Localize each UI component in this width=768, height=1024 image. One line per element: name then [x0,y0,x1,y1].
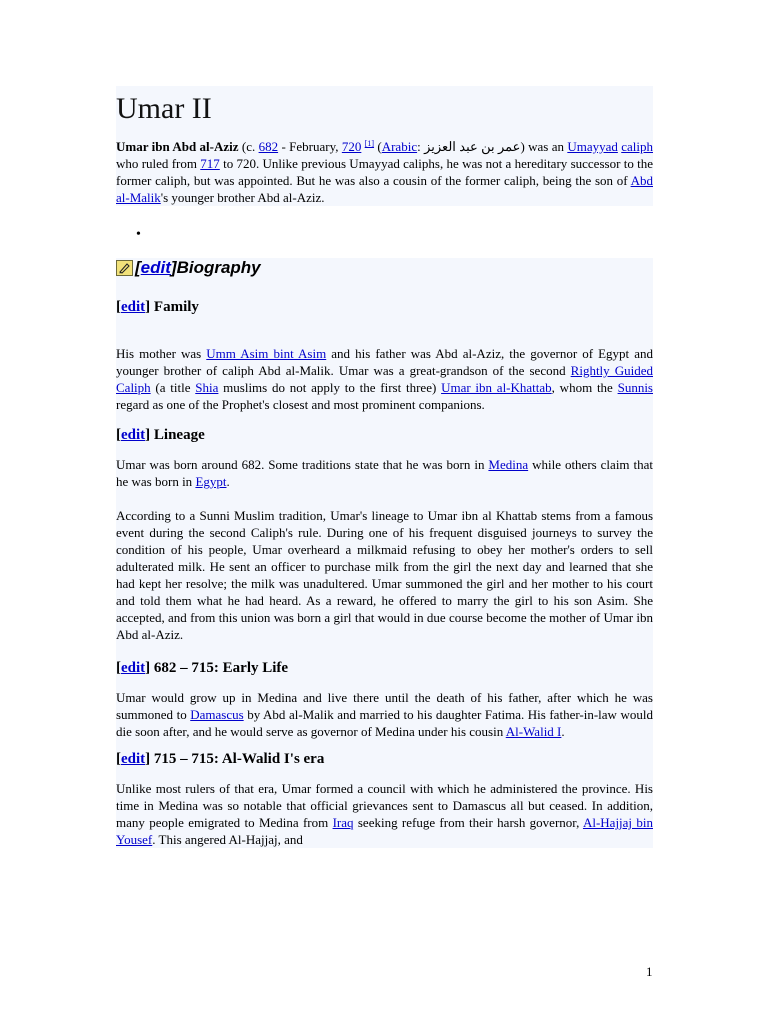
family-paragraph [116,345,653,413]
link-umm-asim[interactable]: Umm Asim bint Asim [206,346,327,361]
al-walid-paragraph [116,780,653,848]
bracket: [ [116,751,121,767]
text: seeking refuge from their harsh governor, [353,815,583,830]
link-medina[interactable]: Medina [488,457,529,472]
text: by Abd al-Malik and married to his daughter Fatima. His father-in-law would die soon after, and he would serve as governor of Medina under his cousin [116,707,653,739]
article-body [116,258,653,848]
page-number: 1 [646,964,653,979]
bracket: ] [170,258,177,277]
section-title: Lineage [150,427,205,443]
link-720[interactable]: 720 [341,139,362,154]
text: . [226,474,230,489]
edit-link[interactable]: edit [140,258,171,277]
bracket: [ [135,258,141,277]
bracket: [ [116,427,121,443]
text: ( [374,139,382,154]
text: while others claim that he was born in [116,457,653,489]
text: . [561,724,565,739]
edit-link[interactable]: edit [121,299,146,315]
section-title: Family [150,299,199,315]
text: (c. [238,139,259,154]
section-heading-early-life [116,643,653,689]
text: 's younger brother Abd al-Aziz. [160,190,325,205]
link-shia[interactable]: Shia [195,380,219,395]
section-title: Biography [176,258,261,277]
section-heading-al-walid [116,740,653,780]
early-life-paragraph [116,689,653,740]
intro-paragraph [116,138,653,206]
text: His mother was [116,346,207,361]
section-title: 715 – 715: Al-Walid I's era [150,751,325,767]
bracket: ] [145,751,151,767]
link-iraq[interactable]: Iraq [332,815,354,830]
edit-link[interactable]: edit [121,751,146,767]
bracket: ] [145,427,151,443]
bracket: ] [145,299,151,315]
bullet-list [116,206,653,258]
edit-link[interactable]: edit [121,660,146,676]
link-717[interactable]: 717 [200,156,220,171]
text: Umar was born around 682. Some traditions state that he was born in [116,457,489,472]
link-damascus[interactable]: Damascus [190,707,244,722]
link-umar-ibn-al-khattab[interactable]: Umar ibn al-Khattab [441,380,552,395]
bullet: • [136,227,141,242]
bracket: [ [116,299,121,315]
page-title: Umar II [116,92,212,125]
link-al-hajjaj[interactable]: Al-Hajjaj bin Yousef [116,815,653,847]
lineage-paragraph-1 [116,456,653,490]
pencil-icon[interactable] [116,260,133,276]
text: - February, [278,139,342,154]
text: (a title [150,380,196,395]
link-682[interactable]: 682 [258,139,279,154]
text: , whom the [551,380,618,395]
edit-link[interactable]: edit [121,427,146,443]
section-title: 682 – 715: Early Life [150,660,289,676]
text: muslims do not apply to the first three) [218,380,442,395]
text: : عمر بن عبد العزيز) was an [417,139,568,154]
link-egypt[interactable]: Egypt [195,474,227,489]
section-heading-lineage [116,413,653,456]
lineage-paragraph-2: According to a Sunni Muslim tradition, Umar's lineage to Umar ibn al Khattab stems from a famous event during the second Caliph's rule. During one of his frequent disguised journeys to survey the condition of his people, Umar overheard a milkmaid refusing to obey her mother's orders to sell adulterated milk. He sent an officer to purchase milk from the girl the next day and learned that she had kept her resolve; the milk was unadultered. Umar summoned the girl and her mother to his court and told them what he had heard. As a reward, he offered to marry the girl to his son Asim. She accepted, and from this union was born a girl that would in due course become the mother of Umar ibn Abd al-Aziz. [116,508,653,642]
text: to 720. Unlike previous Umayyad caliphs, he was not a hereditary successor to the former caliph, but was appointed. But he was also a cousin of the former caliph, being the son of [116,156,653,188]
section-heading-family [116,292,653,328]
link-rightly-guided-caliph[interactable]: Rightly Guided Caliph [116,363,653,395]
link-al-walid-i[interactable]: Al-Walid I [505,724,562,739]
subject-name: Umar ibn Abd al-Aziz [116,139,239,154]
link-abd-al-malik[interactable]: Abd al-Malik [116,173,653,205]
bracket: ] [145,660,151,676]
article-header [116,86,653,206]
text: Unlike most rulers of that era, Umar formed a council with which he administered the province. His time in Medina was so notable that official grievances sent to Damascus all but ceased. In addition, many people emigrated to Medina from [116,781,653,830]
bracket: [ [116,660,121,676]
text: and his father was Abd al-Aziz, the governor of Egypt and younger brother of caliph Abd al-Malik. Umar was a great-grandson of the second [116,346,653,378]
text: regard as one of the Prophet's closest and most prominent companions. [116,397,485,412]
link-arabic[interactable]: Arabic [381,139,418,154]
link-caliph[interactable]: caliph [621,139,653,154]
text: . This angered Al-Hajjaj, and [152,832,303,847]
text: Umar would grow up in Medina and live there until the death of his father, after which he was summoned to [116,690,653,722]
link-umayyad[interactable]: Umayyad [567,139,618,154]
reference-link[interactable]: [1] [364,139,375,148]
text: who ruled from [116,156,201,171]
link-sunnis[interactable]: Sunnis [617,380,653,395]
article [116,86,653,848]
section-heading-biography [116,258,653,292]
